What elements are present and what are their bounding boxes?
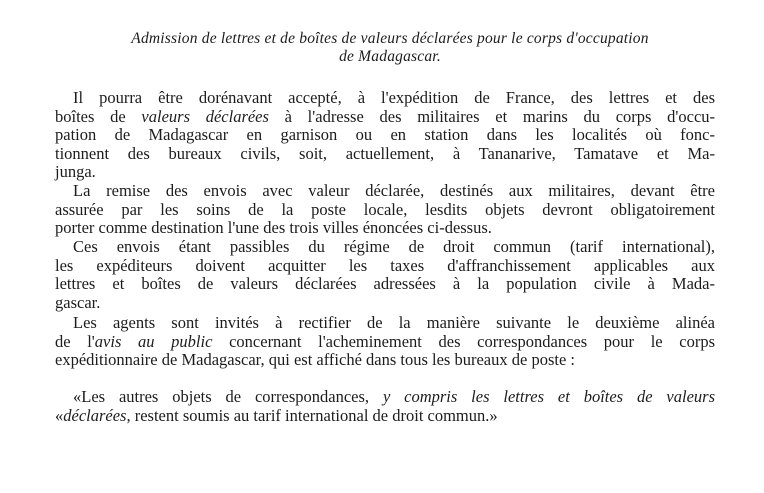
paragraph-line <box>55 333 715 352</box>
document-title-line-1: Admission de lettres et de boîtes de valeurs déclarées pour le corps d'occupation <box>131 30 649 47</box>
italic-segment: avis au public <box>94 331 213 351</box>
paragraph-2 <box>55 182 715 238</box>
paragraph-line: assurée par les soins de la poste locale, lesdits objets devront obligatoirement <box>55 199 715 219</box>
italic-segment: valeurs déclarées <box>141 106 269 126</box>
text-segment: concernant l'acheminement des correspondances pour le corps <box>212 331 715 351</box>
text-segment: boîtes de <box>55 106 142 126</box>
paragraph-line <box>55 407 715 426</box>
paragraph-line: Ces envois étant passibles du régime de droit commun (tarif international), <box>73 237 715 256</box>
paragraph-line: pation de Madagascar en garnison ou en station dans les localités où fonc- <box>55 125 715 145</box>
document-title-line-2: de Madagascar. <box>339 48 441 65</box>
text-segment: « <box>55 405 64 425</box>
italic-segment: y compris les lettres et boîtes de valeurs <box>382 387 716 406</box>
paragraph-line: La remise des envois avec valeur déclarée, destinés aux militaires, devant être <box>73 181 715 200</box>
paragraph-line: Les agents sont invités à rectifier de la manière suivante le deuxième alinéa <box>73 313 715 332</box>
paragraph-3 <box>55 238 715 312</box>
paragraph-line: expéditionnaire de Madagascar, qui est affiché dans tous les bureaux de poste : <box>55 350 575 370</box>
paragraph-line: junga. <box>55 162 96 182</box>
paragraph-line: Il pourra être dorénavant accepté, à l'expédition de France, des lettres et des <box>73 88 715 107</box>
paragraph-1 <box>55 89 715 182</box>
paragraph-5 <box>55 388 715 425</box>
paragraph-4 <box>55 314 715 370</box>
paragraph-line <box>55 388 715 407</box>
paragraph-line: porter comme destination l'une des trois villes énoncées ci-dessus. <box>55 218 492 238</box>
paragraph-line: lettres et boîtes de valeurs déclarées adressées à la population civile à Mada- <box>55 274 715 294</box>
paragraph-line: les expéditeurs doivent acquitter les taxes d'affranchissement applicables aux <box>55 255 715 275</box>
italic-segment: déclarées <box>63 405 127 425</box>
paragraph-line: tionnent des bureaux civils, soit, actuellement, à Tananarive, Tamatave et Ma- <box>55 143 715 163</box>
text-segment: de l' <box>55 331 95 351</box>
paragraph-line: gascar. <box>55 292 101 312</box>
text-segment: , restent soumis au tarif international de droit commun.» <box>126 405 498 425</box>
text-segment: «Les autres objets de correspondances, <box>73 387 383 406</box>
paragraph-line <box>55 108 715 127</box>
text-segment: à l'adresse des militaires et marins du corps d'occu- <box>268 106 716 126</box>
